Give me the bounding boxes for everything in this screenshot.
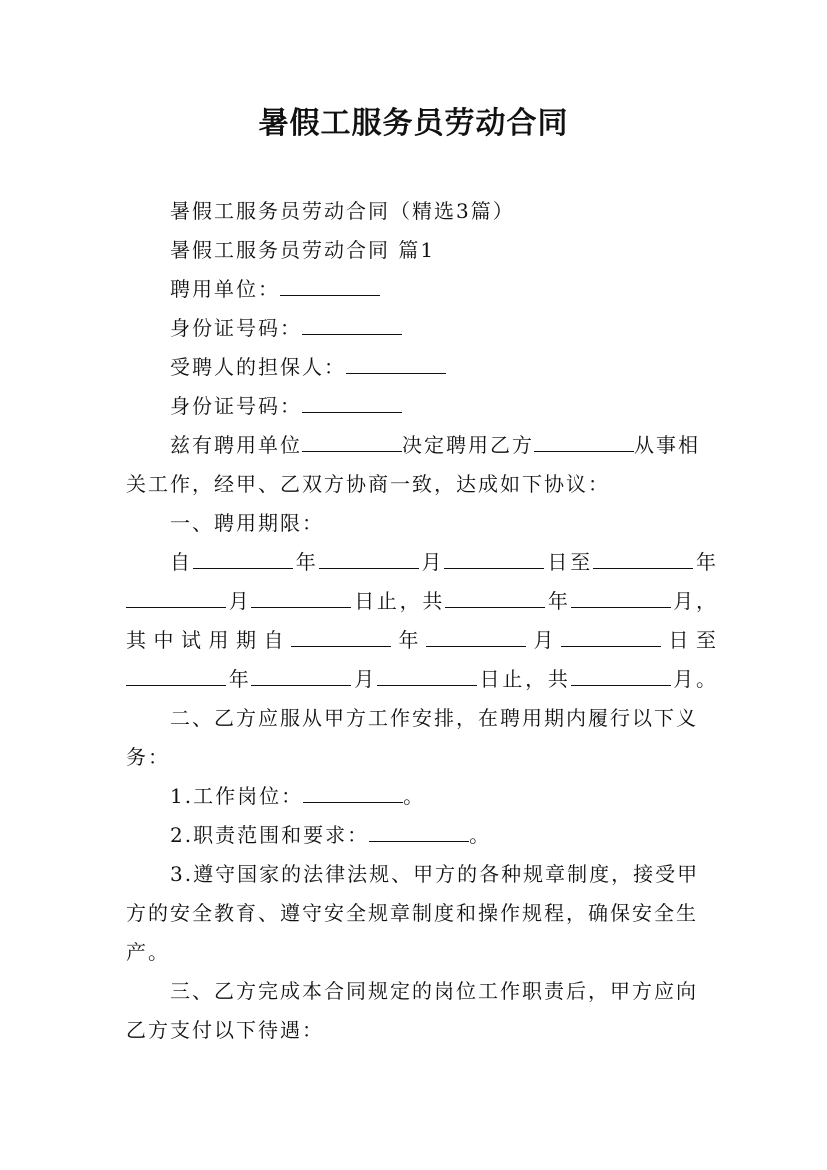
item-3-line-1: 3.遵守国家的法律法规、甲方的各种规章制度，接受甲 (170, 862, 700, 886)
intro-party-b-blank (534, 431, 634, 452)
id-number-blank-2 (302, 392, 402, 413)
job-position-blank (303, 782, 403, 803)
term-line-2: 月 日止，共 年 月， (126, 582, 716, 620)
section-1-heading: 一、聘用期限： (170, 511, 324, 535)
probation-end-day-blank (377, 665, 477, 686)
term-line-1: 自 年 月 日至 年 (170, 550, 717, 574)
probation-total-months-blank (571, 665, 671, 686)
intro-employer-blank (302, 431, 402, 452)
id-number-field-2: 身份证号码： (170, 387, 402, 425)
intro-paragraph-line-2: 关工作，经甲、乙双方协商一致，达成如下协议： (126, 472, 610, 496)
id-number-field-1: 身份证号码： (170, 309, 402, 347)
term-end-year-blank (593, 548, 693, 569)
guarantor-field: 受聘人的担保人： (170, 348, 446, 386)
probation-end-year-blank (126, 665, 226, 686)
item-1-job-position: 1.工作岗位： 。 (170, 784, 426, 808)
term-end-day-blank (251, 587, 351, 608)
item-3-line-2: 方的安全教育、遵守安全规章制度和操作规程，确保安全生 (126, 901, 698, 925)
probation-start-year-blank (291, 626, 391, 647)
employer-field: 聘用单位： (170, 270, 380, 308)
probation-line-1: 其中试用期自 年 月 日至 (126, 628, 716, 652)
item-2-duties: 2.职责范围和要求： 。 (170, 823, 492, 847)
section-3-line-1: 三、乙方完成本合同规定的岗位工作职责后，甲方应向 (170, 979, 698, 1003)
guarantor-blank (346, 353, 446, 374)
employer-blank (280, 275, 380, 296)
probation-start-month-blank (426, 626, 526, 647)
document-title: 暑假工服务员劳动合同 (258, 106, 569, 141)
intro-paragraph-line-1: 兹有聘用单位 决定聘用乙方 从事相 (170, 433, 700, 457)
term-start-month-blank (319, 548, 419, 569)
term-start-year-blank (193, 548, 293, 569)
probation-start-day-blank (561, 626, 661, 647)
term-start-day-blank (444, 548, 544, 569)
section-3-line-2: 乙方支付以下待遇： (126, 1018, 324, 1042)
probation-line-2: 年 月 日止，共 月。 (126, 660, 716, 698)
section-2-line-2: 务： (126, 745, 170, 769)
term-end-month-blank (126, 587, 226, 608)
duties-blank (369, 821, 469, 842)
probation-end-month-blank (251, 665, 351, 686)
item-3-line-3: 产。 (126, 940, 170, 964)
section-2-line-1: 二、乙方应服从甲方工作安排，在聘用期内履行以下义 (170, 706, 698, 730)
term-total-years-blank (445, 587, 545, 608)
term-total-months-blank (571, 587, 671, 608)
chapter-heading: 暑假工服务员劳动合同 篇1 (170, 238, 436, 262)
id-number-blank-1 (302, 314, 402, 335)
subtitle-line: 暑假工服务员劳动合同（精选3篇） (170, 199, 515, 223)
